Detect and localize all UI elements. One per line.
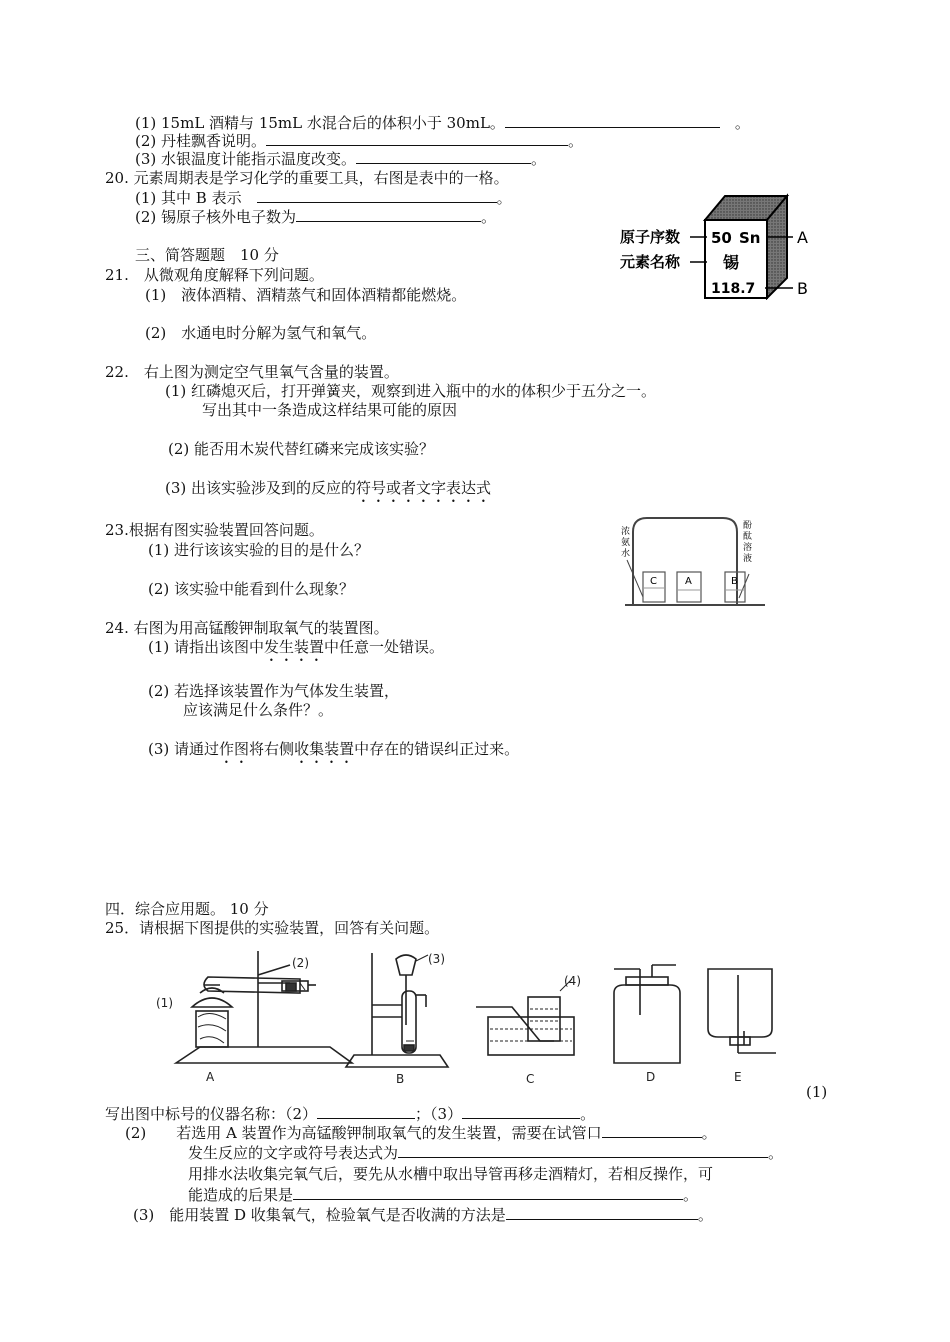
lab-apparatus-figure (140, 945, 800, 1090)
apparatus-a (176, 951, 352, 1063)
q19-part3: (3) 水银温度计能指示温度改变。 。 (135, 150, 547, 168)
atomic-number: 50 (711, 229, 732, 247)
q25-part2a: (2) 若选用 A 装置作为高锰酸钾制取氧气的发生装置，需要在试管口 。 (125, 1124, 717, 1142)
q20-part2: (2) 锡原子核外电子数为 。 (135, 208, 497, 226)
left-reagent-label: 浓氨水 (621, 527, 631, 559)
answer-blank[interactable] (462, 1104, 580, 1119)
bell-jar (633, 518, 737, 604)
ammonia-diffusion-figure (615, 512, 775, 612)
right-reagent-label: 酚酞溶液 (743, 521, 753, 564)
q21-stem: 21. 从微观角度解释下列问题。 (105, 266, 324, 284)
q24-part3: (3) 请通过作图将右侧收集装置中存在的错误纠正过来。 (148, 740, 520, 758)
section3-title: 三、简答题题 10 分 (135, 246, 279, 264)
q19-part2: (2) 丹桂飘香说明。 。 (135, 132, 584, 150)
element-symbol: Sn (739, 229, 761, 247)
svg-text:C: C (650, 576, 657, 587)
q25-part1: 写出图中标号的仪器名称：（2） ；（3） 。 (105, 1105, 596, 1123)
q25-part2d: 能造成的后果是 。 (188, 1186, 699, 1204)
apparatus-c (476, 979, 574, 1055)
atomic-number-label: 原子序数 (620, 228, 681, 246)
svg-text:B: B (731, 576, 738, 587)
q21-part2: (2) 水通电时分解为氢气和氧气。 (145, 324, 377, 342)
apparatus-b (346, 953, 448, 1067)
answer-blank[interactable] (398, 1143, 768, 1158)
svg-text:E: E (734, 1070, 742, 1084)
q23-part1: (1) 进行该该实验的目的是什么？ (148, 541, 370, 559)
svg-text:A: A (685, 576, 692, 587)
q24-part2a: (2) 若选择该装置作为气体发生装置， (148, 682, 400, 700)
answer-blank[interactable] (296, 207, 481, 222)
svg-text:C: C (526, 1072, 535, 1086)
q22-part3: (3) 出该实验涉及到的反应的符号或者文字表达式 (165, 479, 492, 497)
svg-text:(3): (3) (428, 952, 445, 966)
answer-blank[interactable] (505, 113, 720, 128)
q24-part2b: 应该满足什么条件？。 (183, 701, 334, 719)
element-name-label: 元素名称 (620, 253, 681, 271)
q22-part2: (2) 能否用木炭代替红磷来完成该实验？ (168, 440, 435, 458)
q23-stem: 23.根据有图实验装置回答问题。 (105, 521, 324, 539)
tag-b: B (797, 279, 808, 298)
q22-stem: 22. 右上图为测定空气里氧气含量的装置。 (105, 363, 399, 381)
svg-text:(4): (4) (564, 974, 581, 988)
q25-part2b: 发生反应的文字或符号表达式为 。 (188, 1144, 784, 1162)
answer-blank[interactable] (317, 1104, 415, 1119)
q23-part2: (2) 该实验中能看到什么现象？ (148, 580, 355, 598)
apparatus-e (708, 969, 776, 1053)
svg-text:A: A (206, 1070, 215, 1084)
svg-text:(1): (1) (156, 996, 173, 1010)
answer-blank[interactable] (293, 1185, 683, 1200)
answer-blank[interactable] (602, 1123, 702, 1138)
q25-stem: 25．请根据下图提供的实验装置，回答有关问题。 (105, 919, 440, 937)
figure-labels (156, 952, 742, 1086)
element-name: 锡 (723, 253, 740, 272)
q19-part1: (1) 15mL 酒精与 15mL 水混合后的体积小于 30mL。 。 (135, 114, 750, 132)
q24-stem: 24. 右图为用高锰酸钾制取氧气的装置图。 (105, 619, 389, 637)
q21-part1: (1) 液体酒精、酒精蒸气和固体酒精都能燃烧。 (145, 286, 467, 304)
answer-blank[interactable] (257, 188, 497, 203)
q20-part1: (1) 其中 B 表示 。 (135, 189, 512, 207)
tag-a: A (797, 228, 808, 247)
section4-title: 四．综合应用题。 10 分 (105, 900, 269, 918)
q25-part2c: 用排水法收集完氧气后，要先从水槽中取出导管再移走酒精灯，若相反操作，可 (188, 1165, 714, 1183)
answer-blank[interactable] (266, 131, 568, 146)
svg-text:B: B (396, 1072, 405, 1086)
svg-text:(2): (2) (292, 956, 309, 970)
q25-part1-number: (1) (806, 1083, 828, 1101)
element-cell-figure (615, 190, 835, 300)
q20-stem: 20. 元素周期表是学习化学的重要工具，右图是表中的一格。 (105, 169, 509, 187)
answer-blank[interactable] (356, 149, 531, 164)
apparatus-d (614, 965, 680, 1063)
answer-blank[interactable] (506, 1205, 698, 1220)
svg-text:D: D (646, 1070, 656, 1084)
q22-part1a: (1) 红磷熄灭后，打开弹簧夹，观察到进入瓶中的水的体积少于五分之一。 (165, 382, 657, 400)
q22-part1b: 写出其中一条造成这样结果可能的原因 (202, 401, 458, 419)
q24-part1: (1) 请指出该图中发生装置中任意一处错误。 (148, 638, 445, 656)
q25-part3: (3) 能用装置 D 收集氧气，检验氧气是否收满的方法是 。 (133, 1206, 713, 1224)
atomic-mass: 118.7 (711, 281, 756, 297)
